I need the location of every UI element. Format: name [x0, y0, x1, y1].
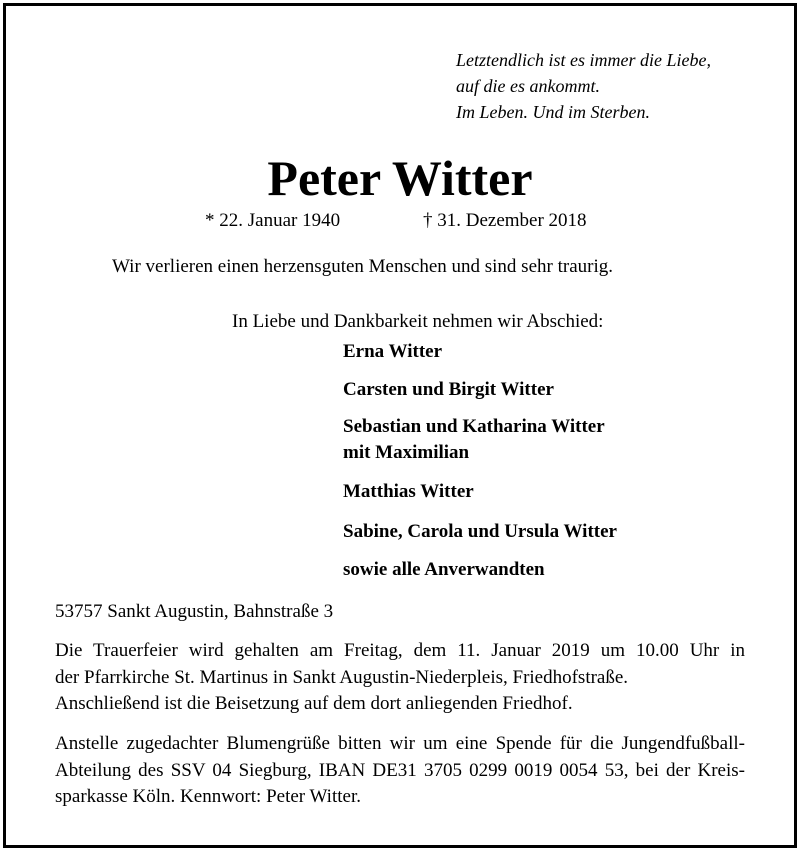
donation-paragraph — [55, 731, 745, 811]
mourning-text: Wir verlieren einen herzensguten Menschen und sind sehr traurig. — [112, 256, 613, 277]
farewell-intro: In Liebe und Dankbarkeit nehmen wir Abschied: — [232, 311, 604, 332]
funeral-line: Anschließend ist die Beisetzung auf dem dort anliegenden Friedhof. — [55, 693, 573, 714]
quote-line: auf die es ankommt. — [456, 76, 600, 96]
funeral-line: der Pfarrkirche St. Martinus in Sankt Augustin-Niederpleis, Friedhofstraße. — [55, 666, 629, 688]
donation-line: Abteilung des SSV 04 Siegburg, IBAN DE31 3705 0299 0019 0054 53, bei der Kreis- — [55, 759, 745, 781]
mourner-name: Carsten und Birgit Witter — [343, 379, 554, 400]
address: 53757 Sankt Augustin, Bahnstraße 3 — [55, 601, 334, 622]
mourner-name: Matthias Witter — [343, 481, 474, 502]
funeral-paragraph — [55, 638, 745, 718]
quote-block — [456, 47, 711, 125]
mourner-name: sowie alle Anverwandten — [343, 559, 545, 580]
deceased-name: Peter Witter — [267, 150, 533, 206]
mourner-name: Sabine, Carola und Ursula Witter — [343, 521, 617, 542]
quote-line: Im Leben. Und im Sterben. — [456, 102, 650, 122]
quote-line: Letztendlich ist es immer die Liebe, — [456, 50, 711, 70]
birth-date: * 22. Januar 1940 — [205, 210, 341, 231]
mourner-name: Sebastian und Katharina Witter — [343, 416, 605, 437]
donation-line: sparkasse Köln. Kennwort: Peter Witter. — [55, 786, 361, 807]
funeral-line: Die Trauerfeier wird gehalten am Freitag, dem 11. Januar 2019 um 10.00 Uhr in — [55, 640, 745, 661]
death-date: † 31. Dezember 2018 — [423, 210, 587, 231]
mourner-name: Erna Witter — [343, 341, 443, 362]
mourner-name: mit Maximilian — [343, 442, 470, 463]
donation-line: Anstelle zugedachter Blumengrüße bitten wir um eine Spende für die Jungendfußball- — [55, 733, 745, 754]
